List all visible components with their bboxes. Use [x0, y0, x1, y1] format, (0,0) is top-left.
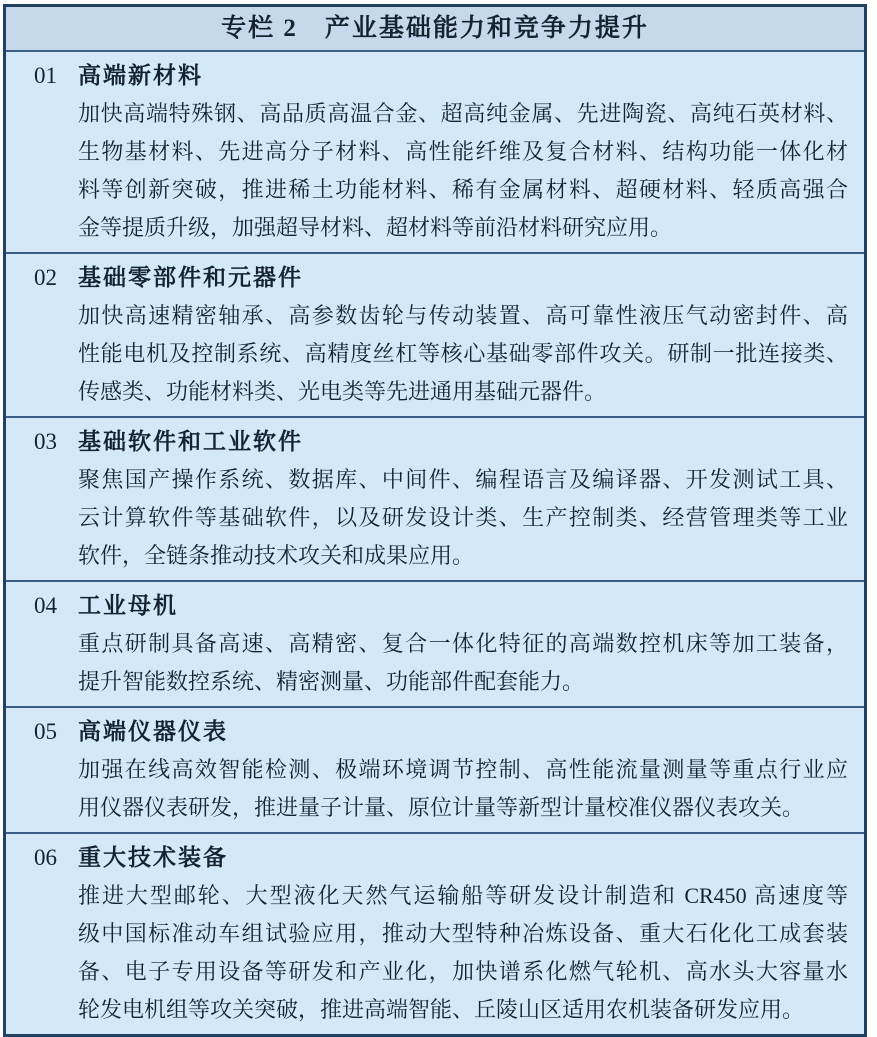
section-heading — [34, 57, 848, 95]
section-body-line: 传感类、功能材料类、光电类等先进通用基础元器件。 — [78, 379, 607, 404]
section-number: 04 — [34, 593, 57, 618]
section-heading — [34, 839, 848, 877]
section-heading — [34, 713, 848, 751]
section-body — [78, 461, 848, 575]
section-body — [78, 297, 848, 411]
section-number: 01 — [34, 63, 57, 88]
section-body — [78, 95, 848, 247]
section-body-line: 云计算软件等基础软件，以及研发设计类、生产控制类、经营管理类等工业 — [78, 505, 848, 530]
section-body-line: 加强在线高效智能检测、极端环境调节控制、高性能流量测量等重点行业应 — [78, 757, 848, 782]
sections — [6, 52, 864, 1034]
section-body-line: 加快高速精密轴承、高参数齿轮与传动装置、高可靠性液压气动密封件、高 — [78, 303, 848, 328]
section-body-line: 性能电机及控制系统、高精度丝杠等核心基础零部件攻关。研制一批连接类、 — [78, 341, 848, 366]
section-row — [6, 416, 864, 580]
section-body-line: 用仪器仪表研发，推进量子计量、原位计量等新型计量校准仪器仪表攻关。 — [78, 795, 805, 820]
section-body-line: 加快高端特殊钢、高品质高温合金、超高纯金属、先进陶瓷、高纯石英材料、 — [78, 101, 848, 126]
panel-title: 专栏 2 产业基础能力和竞争力提升 — [6, 7, 864, 52]
section-body — [78, 751, 848, 827]
section-title: 基础零部件和元器件 — [78, 265, 303, 290]
section-body-line: 提升智能数控系统、精密测量、功能部件配套能力。 — [78, 669, 585, 694]
section-body-line: 生物基材料、先进高分子材料、高性能纤维及复合材料、结构功能一体化材 — [78, 139, 848, 164]
section-row — [6, 252, 864, 416]
column-box-panel — [3, 4, 867, 1037]
section-number: 06 — [34, 845, 57, 870]
section-number: 02 — [34, 265, 57, 290]
section-title: 工业母机 — [78, 593, 178, 618]
section-title: 高端仪器仪表 — [78, 719, 228, 744]
section-row — [6, 832, 864, 1034]
section-body-line: 软件，全链条推动技术攻关和成果应用。 — [78, 543, 475, 568]
section-row — [6, 52, 864, 252]
section-number: 05 — [34, 719, 57, 744]
section-body-line: 重点研制具备高速、高精密、复合一体化特征的高端数控机床等加工装备， — [78, 631, 848, 656]
section-body-line: 金等提质升级，加强超导材料、超材料等前沿材料研究应用。 — [78, 215, 673, 240]
section-body — [78, 625, 848, 701]
section-body-line: 料等创新突破，推进稀土功能材料、稀有金属材料、超硬材料、轻质高强合 — [78, 177, 848, 202]
section-heading — [34, 259, 848, 297]
section-body-line: 轮发电机组等攻关突破，推进高端智能、丘陵山区适用农机装备研发应用。 — [78, 997, 805, 1022]
section-heading — [34, 587, 848, 625]
section-title: 高端新材料 — [78, 63, 203, 88]
section-title: 重大技术装备 — [78, 845, 228, 870]
section-body — [78, 877, 848, 1029]
section-heading — [34, 423, 848, 461]
section-title: 基础软件和工业软件 — [78, 429, 303, 454]
section-body-line: 备、电子专用设备等研发和产业化，加快谱系化燃气轮机、高水头大容量水 — [78, 959, 848, 984]
section-body-line: 推进大型邮轮、大型液化天然气运输船等研发设计制造和 CR450 高速度等 — [78, 883, 848, 908]
section-body-line: 级中国标准动车组试验应用，推动大型特种冶炼设备、重大石化化工成套装 — [78, 921, 848, 946]
section-row — [6, 706, 864, 832]
section-number: 03 — [34, 429, 57, 454]
section-body-line: 聚焦国产操作系统、数据库、中间件、编程语言及编译器、开发测试工具、 — [78, 467, 848, 492]
section-row — [6, 580, 864, 706]
